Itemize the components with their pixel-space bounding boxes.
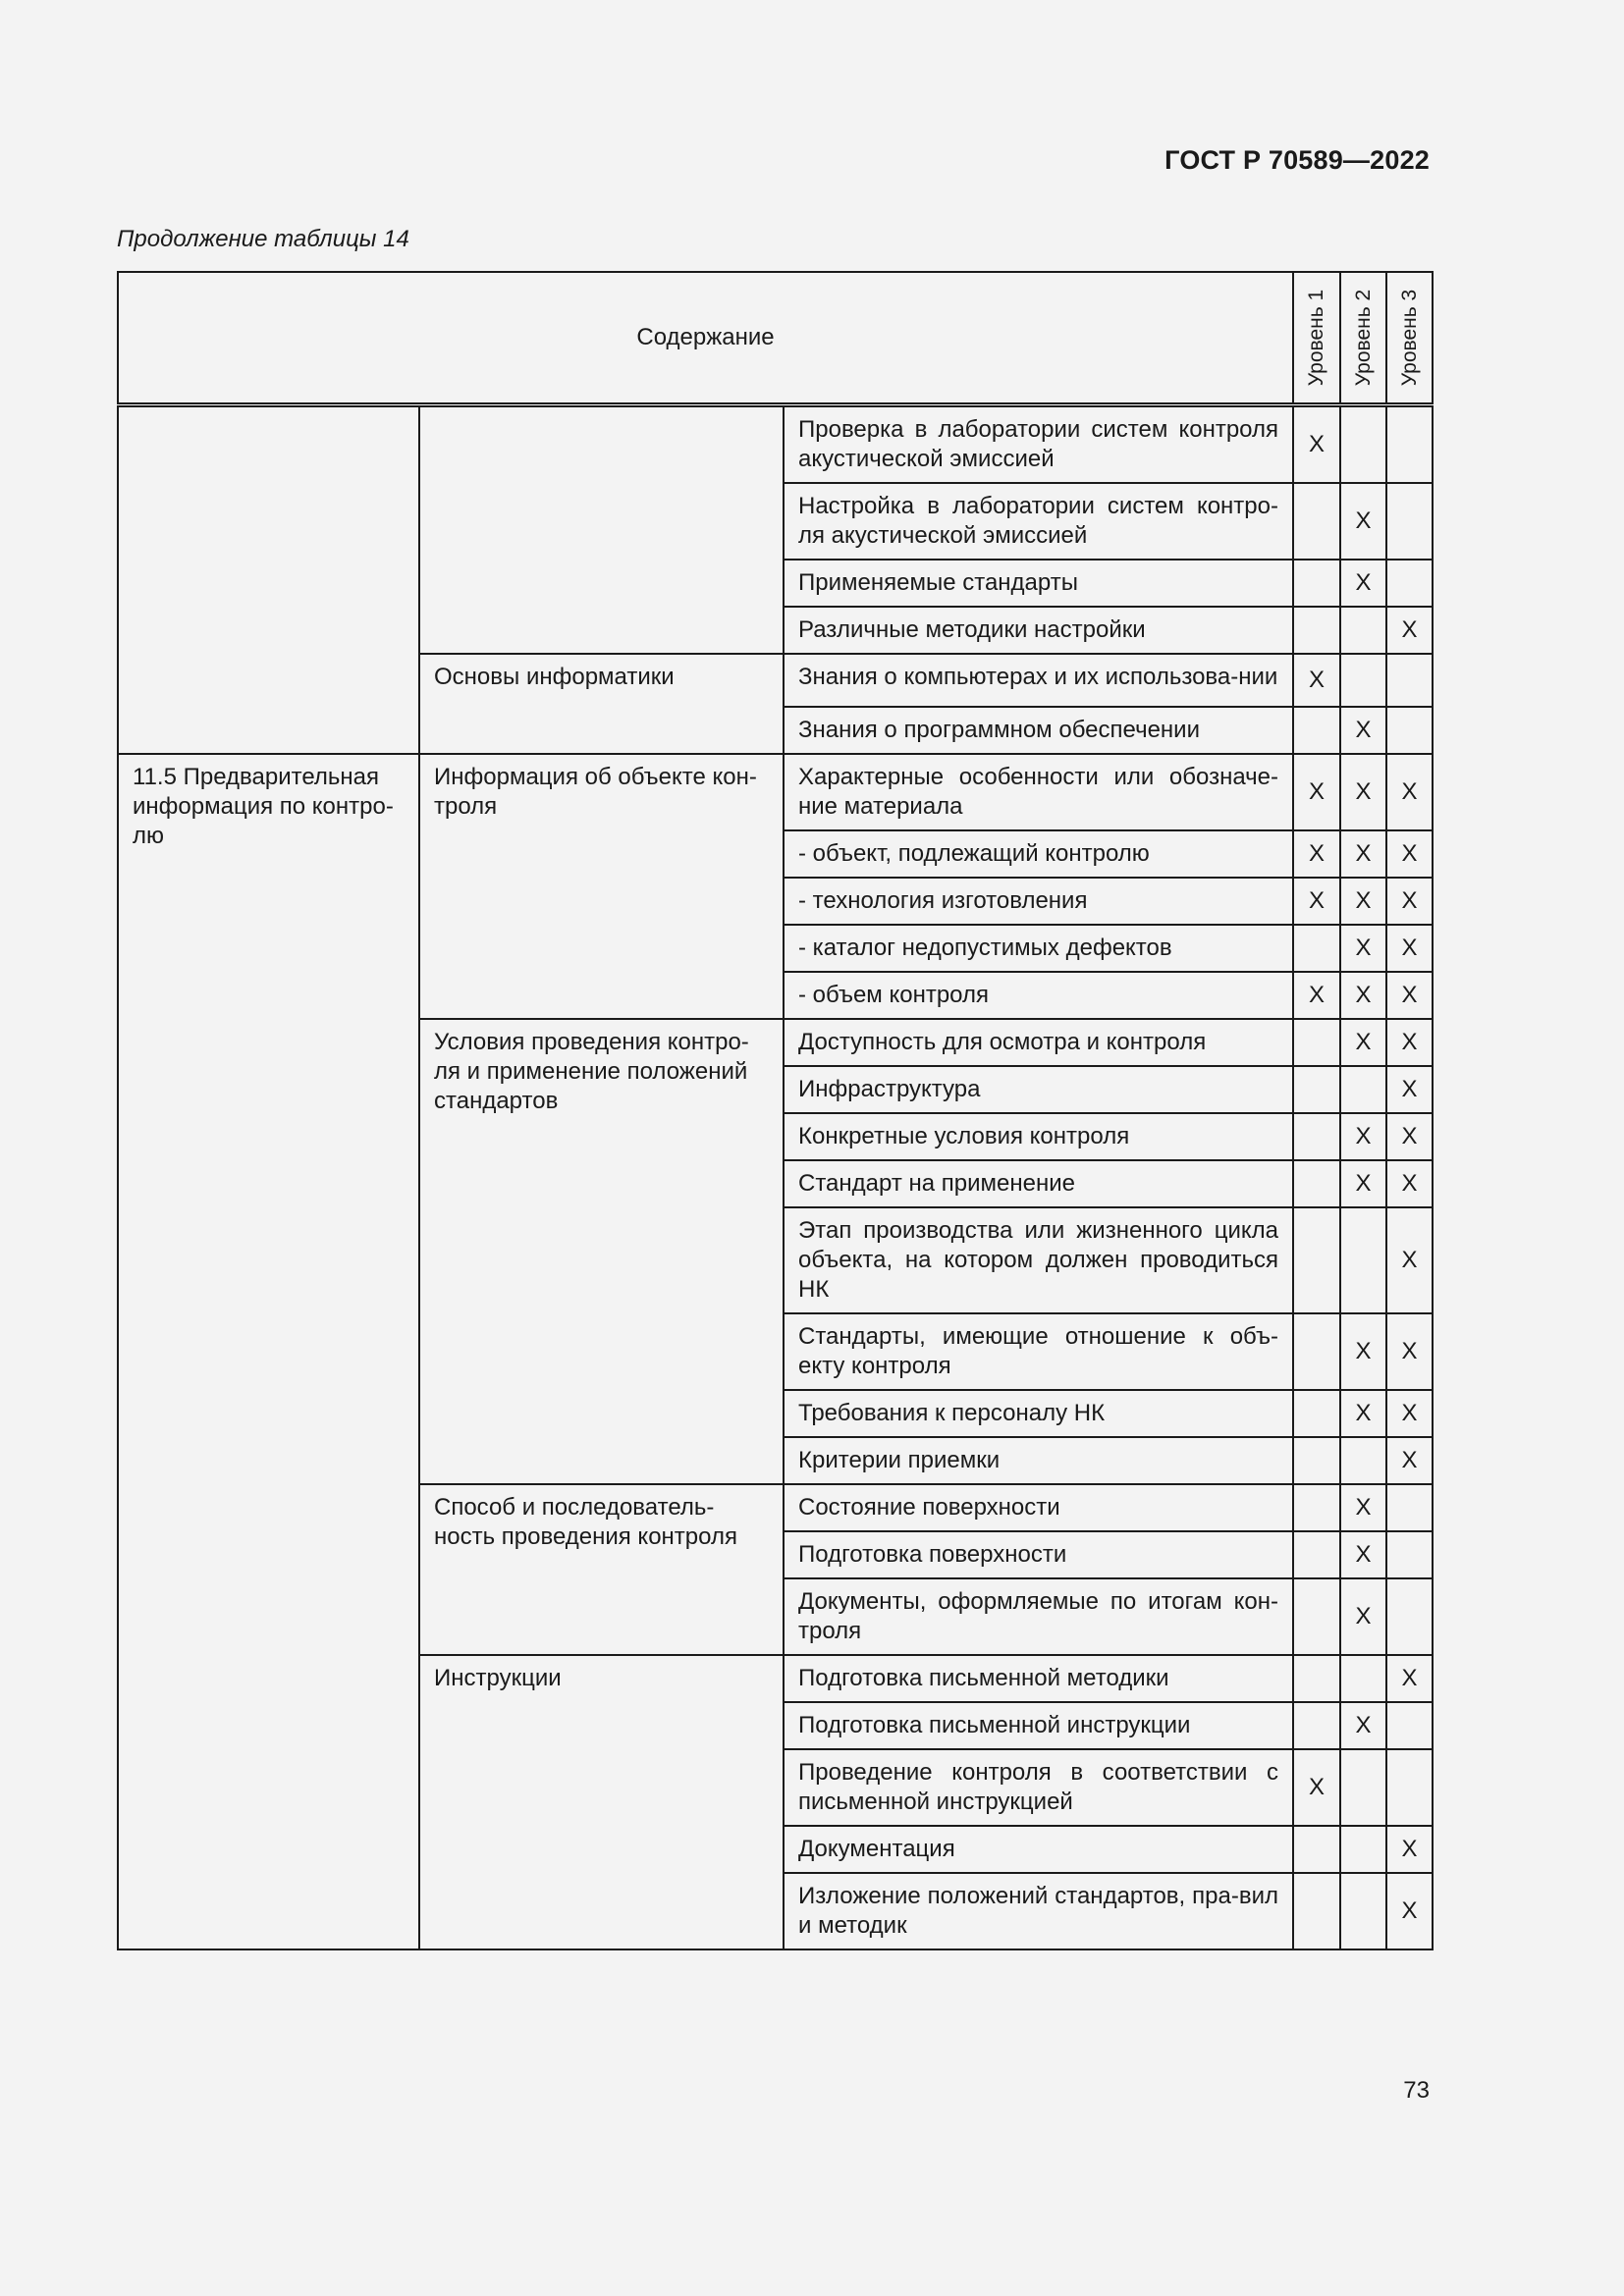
level-1-mark: X — [1293, 754, 1340, 830]
level-3-mark — [1386, 560, 1433, 607]
level-1-mark — [1293, 1655, 1340, 1702]
level-2-mark — [1340, 1749, 1386, 1826]
content-cell: Требования к персоналу НК — [784, 1390, 1293, 1437]
level-2-mark — [1340, 1655, 1386, 1702]
level-2-mark: X — [1340, 1019, 1386, 1066]
level-3-mark: X — [1386, 878, 1433, 925]
page-number: 73 — [1403, 2077, 1430, 2104]
subsection-cell: Инструкции — [419, 1655, 784, 1949]
level-3-mark: X — [1386, 1437, 1433, 1484]
level-1-mark — [1293, 1066, 1340, 1113]
level-3-mark — [1386, 1702, 1433, 1749]
level-2-mark — [1340, 1066, 1386, 1113]
level-2-header: Уровень 2 — [1340, 272, 1386, 405]
level-2-mark: X — [1340, 1113, 1386, 1160]
table-caption: Продолжение таблицы 14 — [117, 226, 409, 252]
level-2-mark — [1340, 1207, 1386, 1313]
level-1-mark — [1293, 1484, 1340, 1531]
level-1-mark: X — [1293, 878, 1340, 925]
level-2-mark: X — [1340, 925, 1386, 972]
level-2-mark — [1340, 1437, 1386, 1484]
level-3-mark: X — [1386, 1019, 1433, 1066]
content-cell: Настройка в лаборатории систем контро-ля акустической эмиссией — [784, 483, 1293, 560]
level-1-mark — [1293, 1531, 1340, 1578]
level-3-mark: X — [1386, 1113, 1433, 1160]
level-3-mark: X — [1386, 754, 1433, 830]
level-2-mark: X — [1340, 483, 1386, 560]
subsection-cell: Условия проведения контро-ля и применение положений стандартов — [419, 1019, 784, 1484]
level-2-mark — [1340, 654, 1386, 707]
level-1-mark: X — [1293, 405, 1340, 484]
level-2-mark: X — [1340, 1702, 1386, 1749]
content-cell: Подготовка письменной методики — [784, 1655, 1293, 1702]
level-1-mark — [1293, 1207, 1340, 1313]
level-2-mark: X — [1340, 1484, 1386, 1531]
level-1-mark — [1293, 1160, 1340, 1207]
level-2-mark: X — [1340, 878, 1386, 925]
content-cell: - объем контроля — [784, 972, 1293, 1019]
level-3-header: Уровень 3 — [1386, 272, 1433, 405]
level-1-mark — [1293, 925, 1340, 972]
subsection-cell: Основы информатики — [419, 654, 784, 754]
content-cell: Подготовка письменной инструкции — [784, 1702, 1293, 1749]
content-cell: Знания о компьютерах и их использова-нии — [784, 654, 1293, 707]
level-3-mark: X — [1386, 1066, 1433, 1113]
content-cell: Подготовка поверхности — [784, 1531, 1293, 1578]
level-3-mark: X — [1386, 1826, 1433, 1873]
level-2-mark — [1340, 1873, 1386, 1949]
level-3-mark: X — [1386, 830, 1433, 878]
level-3-mark: X — [1386, 1873, 1433, 1949]
content-cell: Доступность для осмотра и контроля — [784, 1019, 1293, 1066]
level-3-mark: X — [1386, 1207, 1433, 1313]
level-2-mark — [1340, 607, 1386, 654]
level-3-mark — [1386, 483, 1433, 560]
content-cell: Стандарты, имеющие отношение к объ-екту контроля — [784, 1313, 1293, 1390]
level-1-mark — [1293, 1702, 1340, 1749]
level-1-mark — [1293, 1437, 1340, 1484]
level-2-mark: X — [1340, 754, 1386, 830]
level-1-mark: X — [1293, 654, 1340, 707]
section-cell — [118, 405, 419, 755]
level-1-mark — [1293, 1113, 1340, 1160]
table-header-row — [118, 272, 1433, 405]
level-3-mark: X — [1386, 607, 1433, 654]
content-cell: Состояние поверхности — [784, 1484, 1293, 1531]
level-3-mark — [1386, 707, 1433, 754]
level-1-mark: X — [1293, 972, 1340, 1019]
level-2-mark: X — [1340, 707, 1386, 754]
level-1-mark — [1293, 707, 1340, 754]
level-2-mark: X — [1340, 1313, 1386, 1390]
content-column-header: Содержание — [118, 272, 1293, 405]
level-3-mark: X — [1386, 925, 1433, 972]
level-3-mark: X — [1386, 972, 1433, 1019]
level-3-mark: X — [1386, 1655, 1433, 1702]
level-2-mark — [1340, 1826, 1386, 1873]
level-2-mark: X — [1340, 560, 1386, 607]
content-cell: Знания о программном обеспечении — [784, 707, 1293, 754]
content-cell: Характерные особенности или обозначе-ние материала — [784, 754, 1293, 830]
level-3-mark — [1386, 1578, 1433, 1655]
level-1-mark — [1293, 1873, 1340, 1949]
level-1-mark — [1293, 1390, 1340, 1437]
subsection-cell: Информация об объекте кон-троля — [419, 754, 784, 1019]
content-cell: Проверка в лаборатории систем контроля акустической эмиссией — [784, 405, 1293, 484]
level-2-mark: X — [1340, 972, 1386, 1019]
subsection-cell: Способ и последователь-ность проведения контроля — [419, 1484, 784, 1655]
level-3-mark — [1386, 654, 1433, 707]
requirements-table — [117, 271, 1434, 1950]
level-3-mark — [1386, 1531, 1433, 1578]
level-1-mark — [1293, 1826, 1340, 1873]
content-cell: Инфраструктура — [784, 1066, 1293, 1113]
content-cell: Конкретные условия контроля — [784, 1113, 1293, 1160]
level-3-mark — [1386, 405, 1433, 484]
level-3-mark — [1386, 1484, 1433, 1531]
table-body — [118, 405, 1433, 1950]
level-2-mark: X — [1340, 830, 1386, 878]
content-cell: Проведение контроля в соответствии с письменной инструкцией — [784, 1749, 1293, 1826]
table-row — [118, 754, 1433, 830]
level-1-mark: X — [1293, 830, 1340, 878]
content-cell: Применяемые стандарты — [784, 560, 1293, 607]
section-cell: 11.5 Предварительная информация по контро-лю — [118, 754, 419, 1949]
level-2-mark: X — [1340, 1390, 1386, 1437]
level-3-mark: X — [1386, 1313, 1433, 1390]
level-1-mark — [1293, 560, 1340, 607]
content-cell: Изложение положений стандартов, пра-вил и методик — [784, 1873, 1293, 1949]
level-1-mark — [1293, 1019, 1340, 1066]
level-1-mark — [1293, 1578, 1340, 1655]
subsection-cell — [419, 405, 784, 655]
level-2-mark: X — [1340, 1160, 1386, 1207]
content-cell: - объект, подлежащий контролю — [784, 830, 1293, 878]
document-code: ГОСТ Р 70589—2022 — [1164, 145, 1430, 175]
level-3-mark — [1386, 1749, 1433, 1826]
level-1-mark — [1293, 607, 1340, 654]
content-cell: - каталог недопустимых дефектов — [784, 925, 1293, 972]
content-cell: Стандарт на применение — [784, 1160, 1293, 1207]
content-cell: Документация — [784, 1826, 1293, 1873]
level-1-mark: X — [1293, 1749, 1340, 1826]
content-cell: Этап производства или жизненного цикла объекта, на котором должен проводиться НК — [784, 1207, 1293, 1313]
level-2-mark — [1340, 405, 1386, 484]
content-cell: Документы, оформляемые по итогам кон-троля — [784, 1578, 1293, 1655]
level-1-header: Уровень 1 — [1293, 272, 1340, 405]
level-3-mark: X — [1386, 1160, 1433, 1207]
content-cell: - технология изготовления — [784, 878, 1293, 925]
level-1-mark — [1293, 1313, 1340, 1390]
level-2-mark: X — [1340, 1531, 1386, 1578]
level-1-mark — [1293, 483, 1340, 560]
level-2-mark: X — [1340, 1578, 1386, 1655]
table-row — [118, 405, 1433, 484]
content-cell: Различные методики настройки — [784, 607, 1293, 654]
level-3-mark: X — [1386, 1390, 1433, 1437]
content-cell: Критерии приемки — [784, 1437, 1293, 1484]
